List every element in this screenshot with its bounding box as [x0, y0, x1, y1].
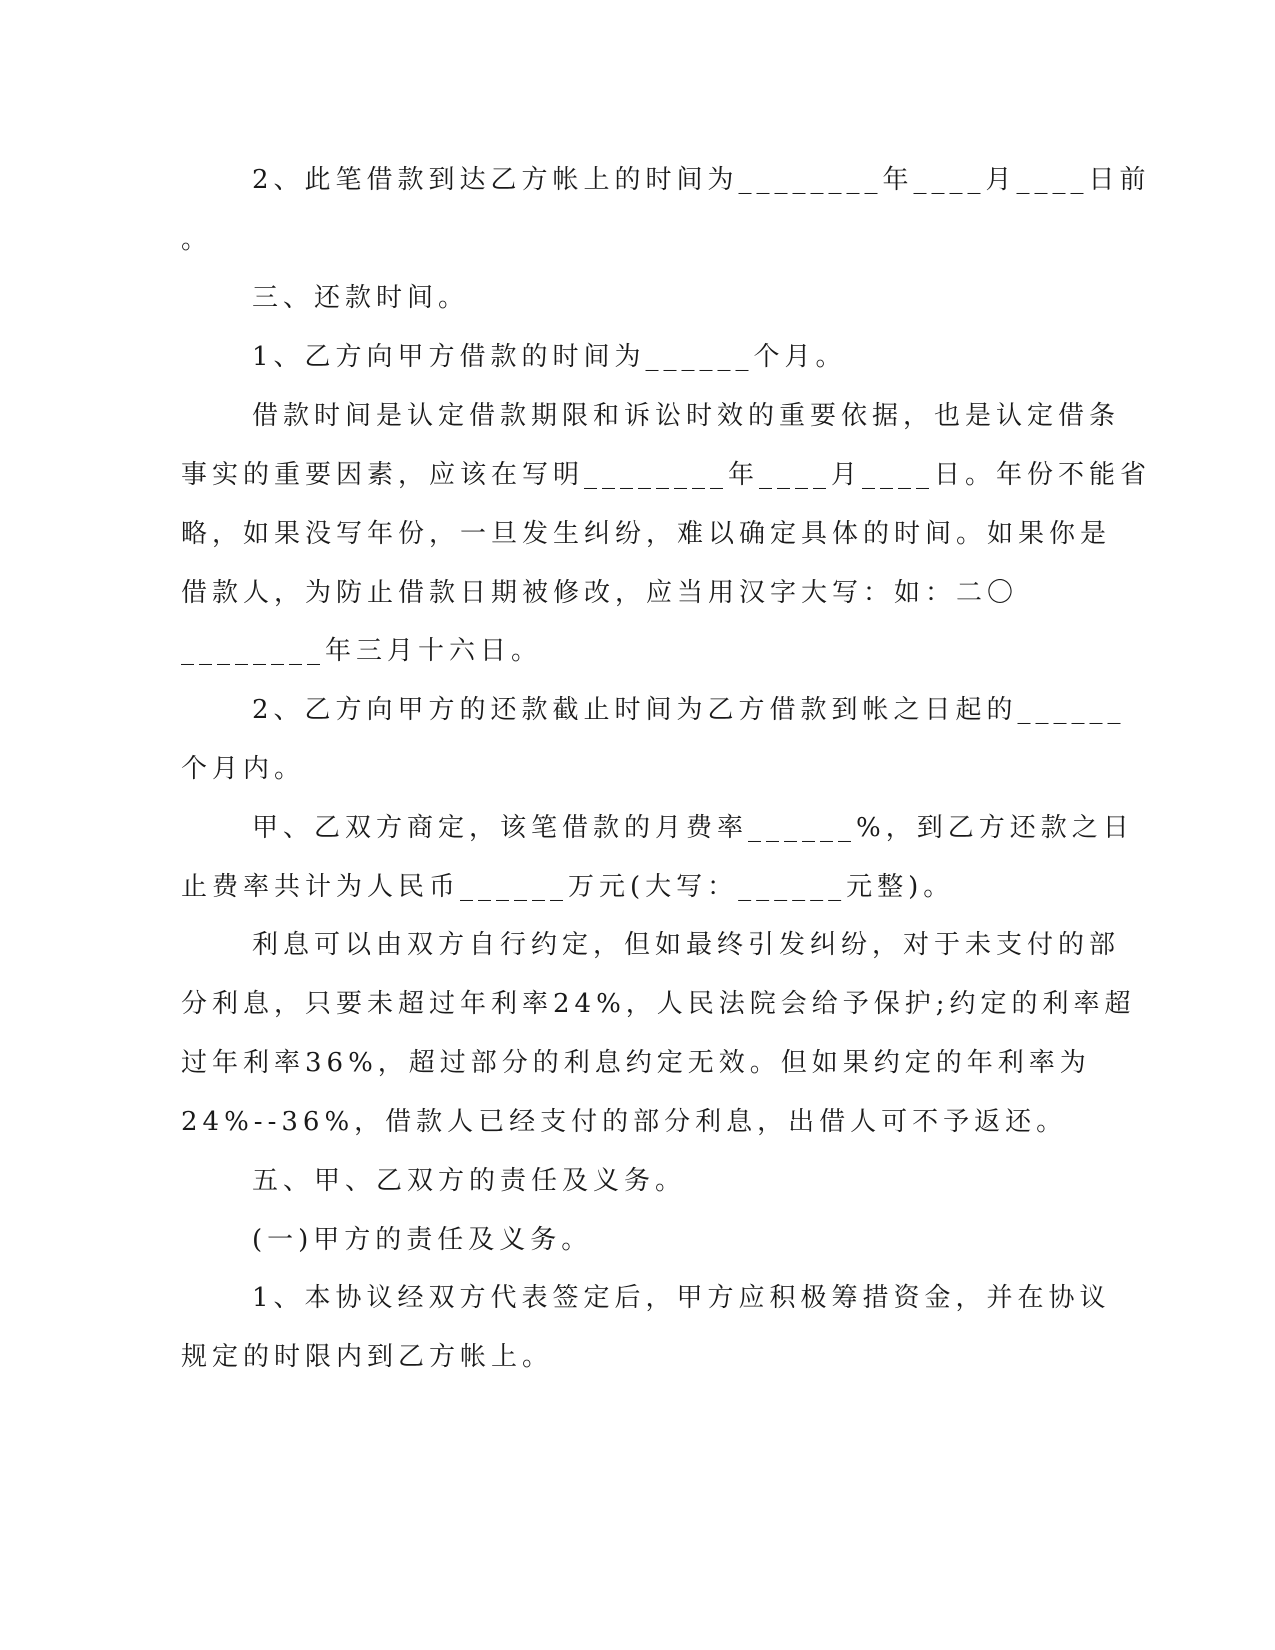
section-heading: 三、还款时间。	[252, 283, 470, 313]
text-line: 事实的重要因素，应该在写明________年____月____日。年份不能省	[181, 460, 1152, 490]
text-line: 过年利率36%，超过部分的利息约定无效。但如果约定的年利率为	[181, 1048, 1091, 1078]
text-line: 分利息，只要未超过年利率24%，人民法院会给予保护;约定的利率超	[181, 989, 1136, 1019]
text-line: 借款时间是认定借款期限和诉讼时效的重要依据，也是认定借条	[252, 401, 1121, 431]
text-line: 略，如果没写年份，一旦发生纠纷，难以确定具体的时间。如果你是	[181, 519, 1112, 549]
text-line: 2、此笔借款到达乙方帐上的时间为________年____月____日前	[252, 165, 1151, 195]
text-line: 规定的时限内到乙方帐上。	[181, 1342, 554, 1372]
subsection-heading: (一)甲方的责任及义务。	[252, 1225, 593, 1255]
text-line: 。	[181, 225, 213, 255]
text-line: 借款人，为防止借款日期被修改，应当用汉字大写：如：二〇	[181, 578, 1019, 608]
text-line: 个月内。	[181, 754, 306, 784]
text-line: ________年三月十六日。	[181, 636, 543, 666]
text-line: 甲、乙双方商定，该笔借款的月费率______%，到乙方还款之日	[252, 813, 1134, 843]
text-line: 2、乙方向甲方的还款截止时间为乙方借款到帐之日起的______	[252, 695, 1126, 725]
text-line: 1、乙方向甲方借款的时间为______个月。	[252, 342, 847, 372]
text-line: 24%--36%，借款人已经支付的部分利息，出借人可不予返还。	[181, 1107, 1068, 1137]
text-line: 1、本协议经双方代表签定后，甲方应积极筹措资金，并在协议	[252, 1283, 1111, 1313]
text-line: 利息可以由双方自行约定，但如最终引发纠纷，对于未支付的部	[252, 930, 1121, 960]
text-line: 止费率共计为人民币______万元(大写：______元整)。	[181, 872, 955, 902]
section-heading: 五、甲、乙双方的责任及义务。	[252, 1166, 687, 1196]
